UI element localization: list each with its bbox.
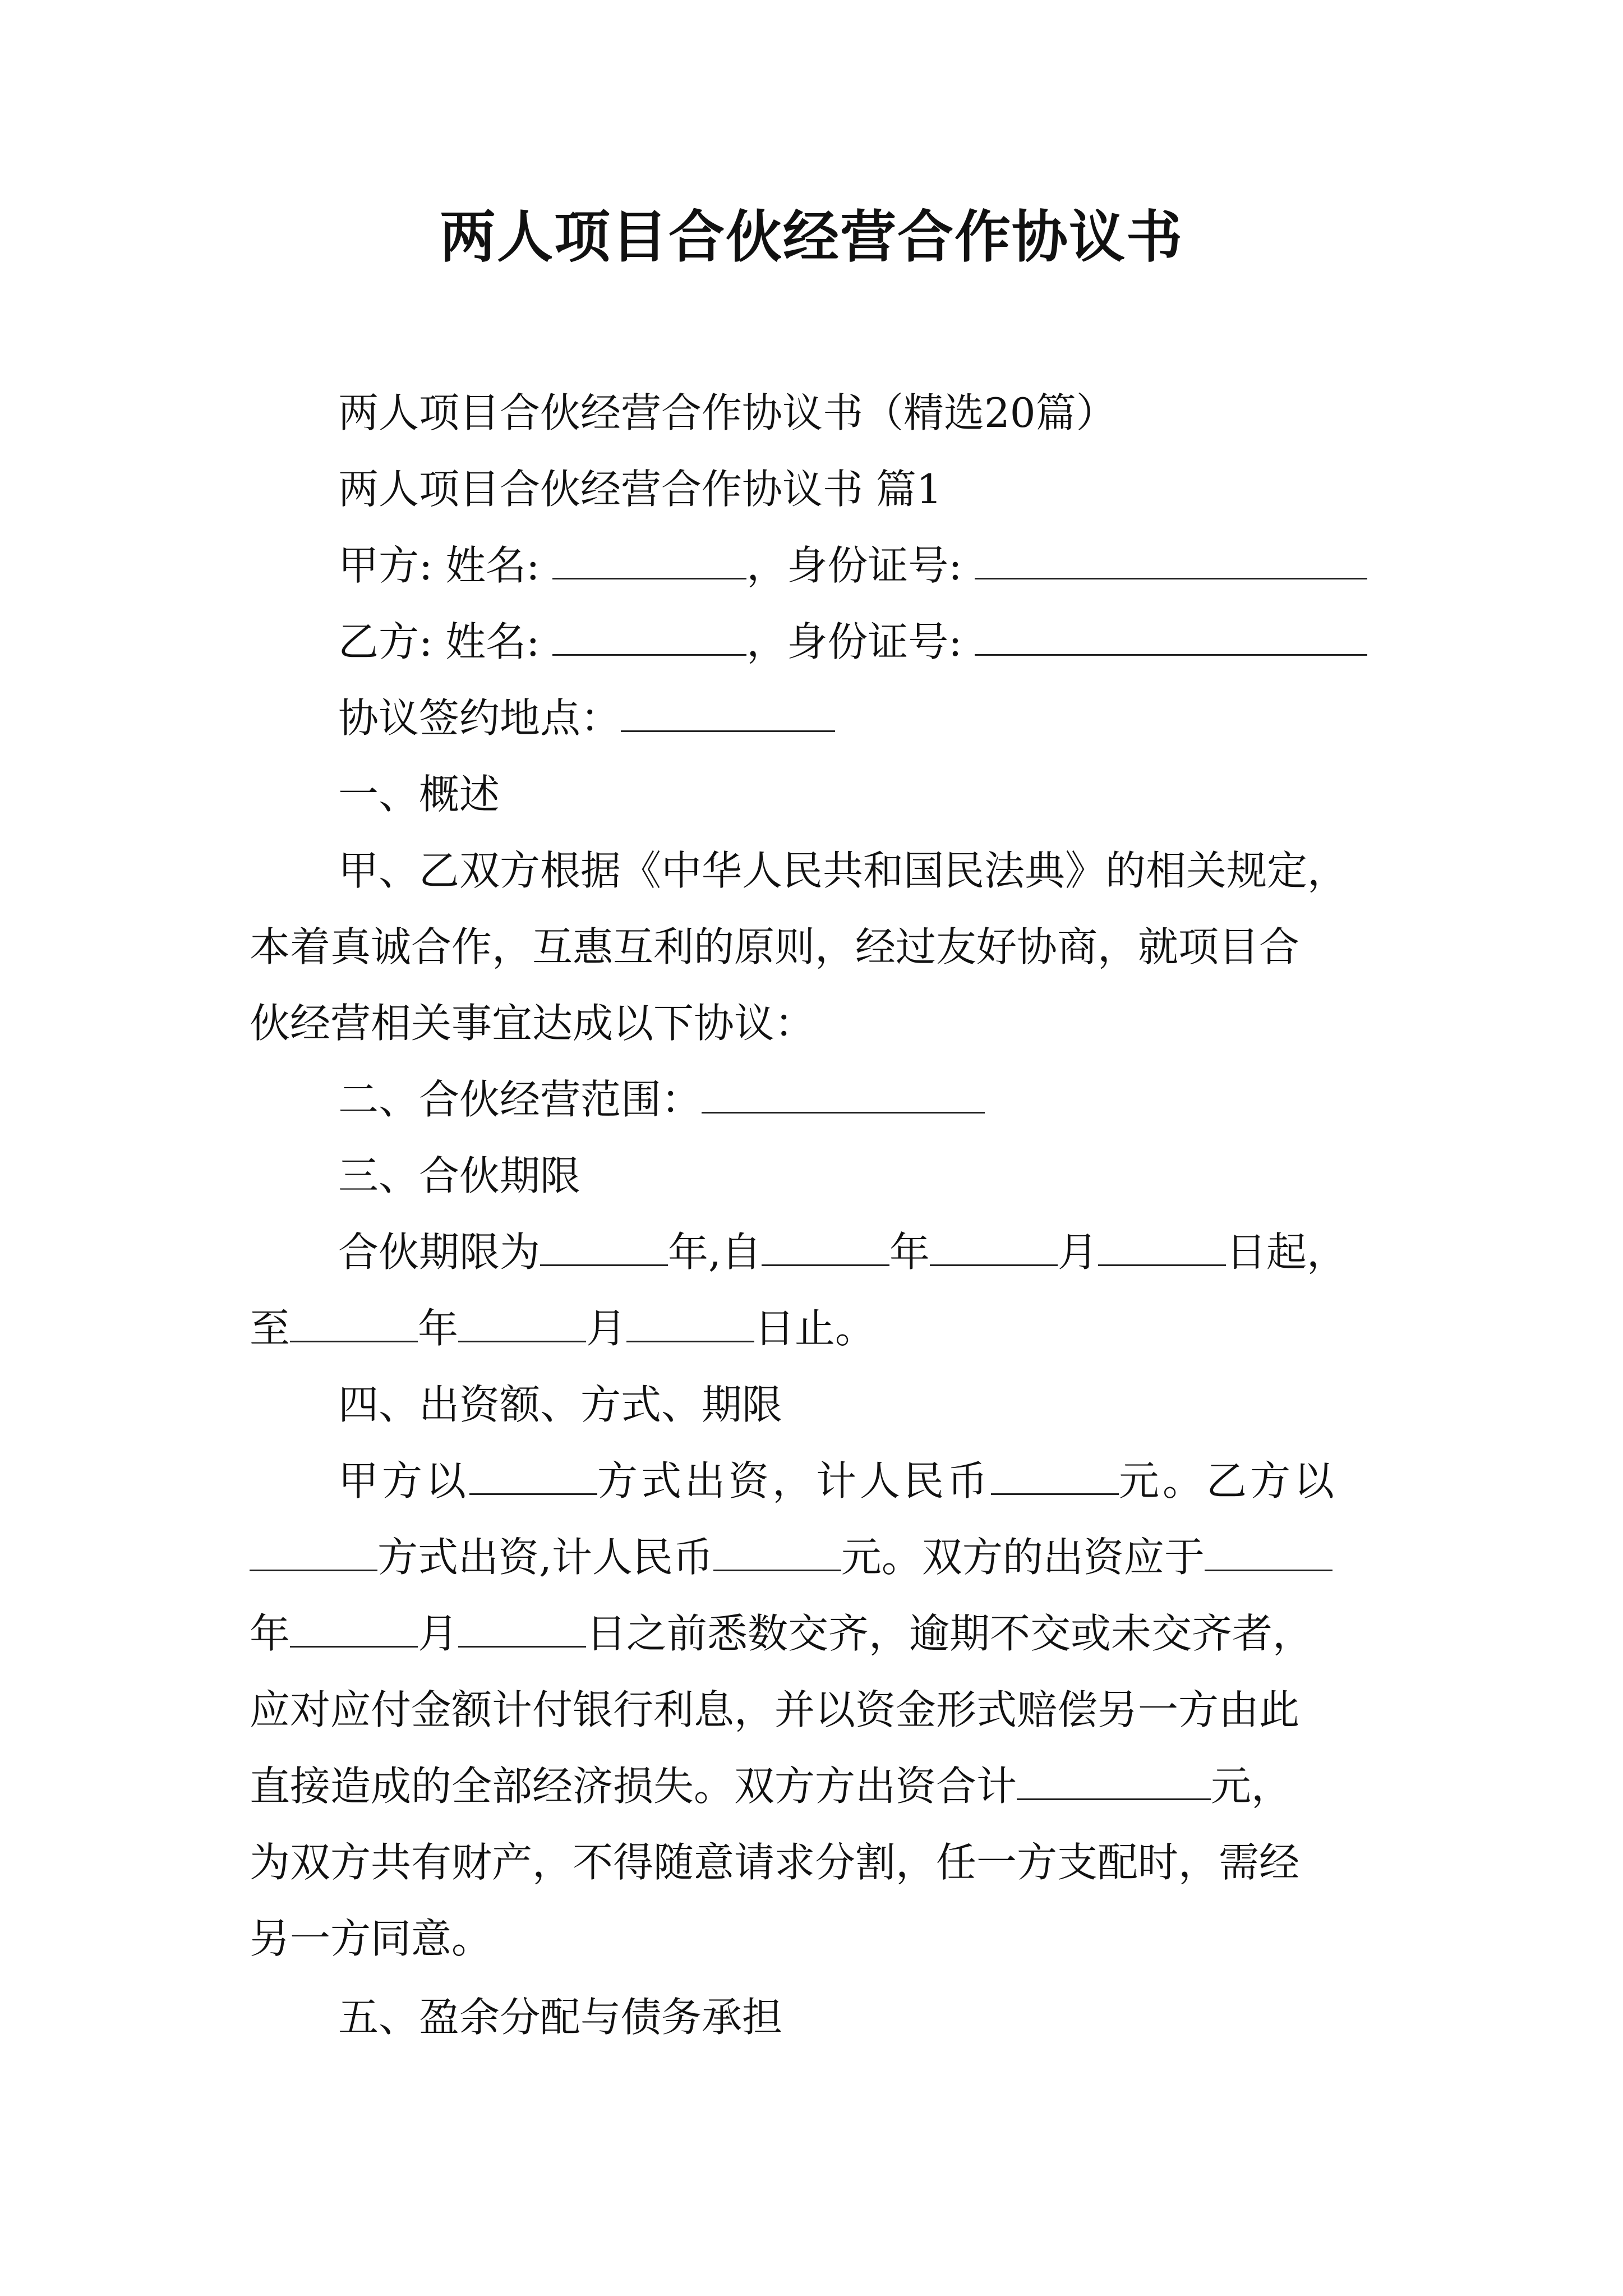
deadline-month-blank bbox=[290, 1609, 418, 1648]
scope-blank bbox=[702, 1075, 985, 1114]
contribution-line-1: 甲方以 方式出资，计人民币 元。乙方以 bbox=[338, 1457, 1338, 1504]
term-line-2: 至 年 月 日止。 bbox=[250, 1305, 876, 1352]
party-a-line: 甲方: 姓名: ，身份证号: bbox=[250, 527, 1388, 604]
section-2-heading: 二、合伙经营范围： bbox=[250, 1061, 1388, 1138]
party-b-name-blank bbox=[552, 617, 746, 656]
party-a-id-blank bbox=[975, 541, 1367, 579]
contribution-line-5: 直接造成的全部经济损失。双方方出资合计 元， bbox=[250, 1763, 1292, 1810]
contribution-line-2: 方式出资,计人民币 元。双方的出资应于 bbox=[250, 1519, 1388, 1595]
deadline-day-blank bbox=[458, 1609, 586, 1648]
sign-place-blank bbox=[621, 693, 835, 732]
contribution-line-4: 应对应付金额计付银行利息，并以资金形式赔偿另一方由此 bbox=[250, 1686, 1300, 1733]
section-4-heading: 四、出资额、方式、期限 bbox=[338, 1381, 783, 1428]
term-line-1: 合伙期限为 年,自 年 月 日起， bbox=[338, 1228, 1347, 1276]
start-day-blank bbox=[1098, 1227, 1226, 1266]
end-month-blank bbox=[458, 1304, 586, 1342]
party-a-amount-blank bbox=[991, 1456, 1119, 1495]
total-amount-blank bbox=[1017, 1761, 1211, 1800]
section-5-heading: 五、盈余分配与债务承担 bbox=[338, 1994, 783, 2041]
article-heading: 两人项目合伙经营合作协议书 篇1 bbox=[338, 466, 942, 513]
start-year-blank bbox=[762, 1227, 889, 1266]
paragraph-1-line-2: 本着真诚合作，互惠互利的原则，经过友好协商，就项目合 bbox=[250, 923, 1300, 970]
end-day-blank bbox=[626, 1304, 754, 1342]
end-year-blank bbox=[290, 1304, 418, 1342]
paragraph-1-line-3: 伙经营相关事宜达成以下协议： bbox=[250, 1000, 815, 1047]
party-a-name-blank bbox=[552, 541, 746, 579]
party-b-amount-blank bbox=[713, 1533, 841, 1571]
document-body bbox=[250, 375, 1388, 2055]
party-b-id-blank bbox=[975, 617, 1367, 656]
party-b-mode-blank bbox=[250, 1533, 377, 1571]
contribution-line-7: 另一方同意。 bbox=[250, 1915, 492, 1962]
paragraph-1-line-1: 甲、乙双方根据《中华人民共和国民法典》的相关规定， bbox=[338, 847, 1348, 894]
subtitle-line: 两人项目合伙经营合作协议书（精选20篇） bbox=[338, 389, 1117, 436]
deadline-year-blank bbox=[1205, 1533, 1332, 1571]
contribution-line-6: 为双方共有财产，不得随意请求分割，任一方支配时，需经 bbox=[250, 1839, 1300, 1886]
sign-place-line: 协议签约地点： bbox=[250, 680, 1388, 756]
party-b-line: 乙方: 姓名: ，身份证号: bbox=[250, 604, 1388, 680]
section-3-heading: 三、合伙期限 bbox=[338, 1152, 581, 1199]
start-month-blank bbox=[930, 1227, 1058, 1266]
term-years-blank bbox=[540, 1227, 668, 1266]
section-1-heading: 一、概述 bbox=[338, 771, 500, 818]
document-title: 两人项目合伙经营合作协议书 bbox=[440, 204, 1183, 270]
party-a-mode-blank bbox=[469, 1456, 597, 1495]
contribution-line-3: 年 月 日之前悉数交齐，逾期不交或未交齐者， bbox=[250, 1610, 1313, 1657]
